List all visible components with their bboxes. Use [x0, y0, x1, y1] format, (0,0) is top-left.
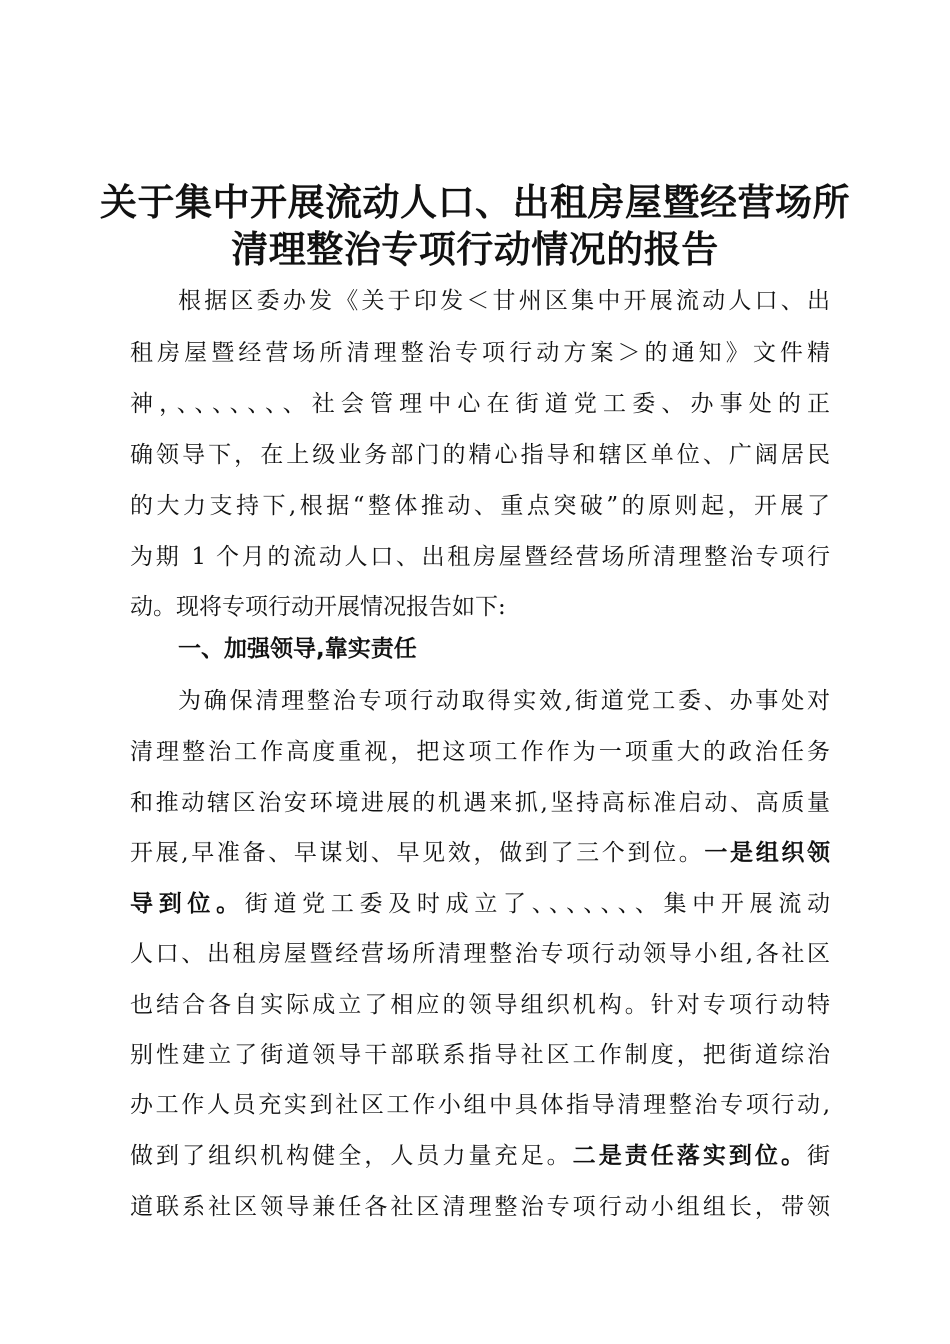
- paragraph-2-line-4: [130, 838, 830, 868]
- paragraph-2-line-8: 别性建立了街道领导干部联系指导社区工作制度，把街道综治: [130, 1042, 830, 1068]
- document-title-line-2: 清理整治专项行动情况的报告: [231, 227, 719, 271]
- paragraph-2-line-10-tail: 街: [807, 1143, 831, 1169]
- paragraph-2-line-1: 为确保清理整治专项行动取得实效,街道党工委、办事处对: [178, 688, 830, 714]
- paragraph-1-line-6: 为期 1 个月的流动人口、出租房屋暨经营场所清理整治专项行: [130, 544, 830, 570]
- paragraph-2-line-4-text: 开展,早准备、早谋划、早见效，做到了三个到位。: [130, 840, 705, 866]
- paragraph-2-line-11: 道联系社区领导兼任各社区清理整治专项行动小组组长，带领: [130, 1194, 830, 1220]
- document-title-line-1: 关于集中开展流动人口、出租房屋暨经营场所: [100, 180, 850, 224]
- emphasis-responsibility: 二是责任落实到位。: [572, 1142, 808, 1169]
- paragraph-1-line-2: 租房屋暨经营场所清理整治专项行动方案＞的通知》文件精: [130, 340, 830, 366]
- paragraph-2-line-10: [130, 1141, 830, 1171]
- emphasis-organization-leadership: 一是组织领: [704, 839, 831, 866]
- paragraph-2-line-9: 办工作人员充实到社区工作小组中具体指导清理整治专项行动,: [130, 1092, 830, 1118]
- paragraph-2-line-5: [130, 889, 830, 919]
- paragraph-2-line-10-text: 做到了组织机构健全，人员力量充足。: [130, 1143, 573, 1169]
- emphasis-in-place: 导到位。: [130, 890, 245, 917]
- paragraph-2-line-5-text: 街道党工委及时成立了、、、、、、、集中开展流动: [244, 891, 831, 917]
- paragraph-1-line-4: 确领导下，在上级业务部门的精心指导和辖区单位、广阔居民: [130, 442, 830, 468]
- paragraph-1-line-1: 根据区委办发《关于印发＜甘州区集中开展流动人口、出: [178, 288, 830, 314]
- paragraph-1-line-7: 动。现将专项行动开展情况报告如下:: [130, 594, 506, 620]
- section-1-heading: 一、加强领导,靠实责任: [178, 636, 417, 662]
- paragraph-2-line-6: 人口、出租房屋暨经营场所清理整治专项行动领导小组,各社区: [130, 941, 830, 967]
- paragraph-1-line-3: 神，、、、、、、、社会管理中心在街道党工委、办事处的正: [130, 391, 830, 417]
- paragraph-2-line-2: 清理整治工作高度重视，把这项工作作为一项重大的政治任务: [130, 739, 830, 765]
- paragraph-2-line-7: 也结合各自实际成立了相应的领导组织机构。针对专项行动特: [130, 992, 830, 1018]
- paragraph-1-line-5: 的大力支持下,根据“整体推动、重点突破”的原则起，开展了: [130, 493, 830, 519]
- paragraph-2-line-3: 和推动辖区治安环境进展的机遇来抓,坚持高标准启动、高质量: [130, 790, 830, 816]
